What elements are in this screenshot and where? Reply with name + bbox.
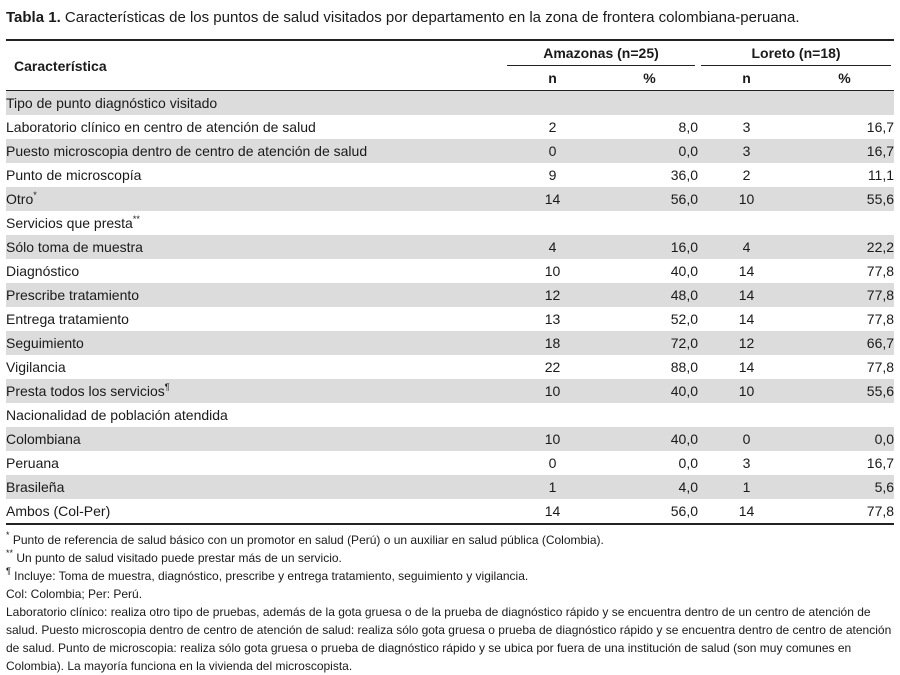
loreto-n-cell: 14 bbox=[738, 359, 755, 375]
table-row bbox=[6, 307, 894, 331]
amazonas-n-cell: 10 bbox=[544, 263, 561, 279]
loreto-n-cell: 2 bbox=[742, 167, 751, 183]
header-amazonas: Amazonas (n=25) bbox=[504, 40, 698, 66]
loreto-pct-cell: 77,8 bbox=[795, 283, 894, 307]
table-title bbox=[6, 9, 800, 26]
loreto-pct-cell: 16,7 bbox=[795, 139, 894, 163]
table-row bbox=[6, 139, 894, 163]
header-caracteristica: Característica bbox=[6, 40, 504, 91]
loreto-n-cell: 12 bbox=[698, 331, 795, 355]
amazonas-pct-cell: 72,0 bbox=[601, 331, 698, 355]
loreto-n-cell: 3 bbox=[742, 455, 751, 471]
amazonas-n-cell: 12 bbox=[504, 283, 601, 307]
table-row bbox=[6, 331, 894, 355]
row-label: Prescribe tratamiento bbox=[6, 283, 504, 307]
loreto-n-cell: 4 bbox=[698, 235, 795, 259]
footnote: * Punto de referencia de salud básico con un promotor en salud (Perú) o un auxiliar en salud pública (Colombia). bbox=[6, 530, 604, 547]
amazonas-pct-cell: 88,0 bbox=[670, 359, 699, 375]
footnotes bbox=[6, 531, 896, 675]
section-header-row bbox=[6, 403, 894, 427]
amazonas-n-cell: 10 bbox=[504, 379, 601, 403]
row-label: Otro* bbox=[6, 187, 504, 211]
loreto-pct-cell: 22,2 bbox=[795, 235, 894, 259]
amazonas-pct-cell: 56,0 bbox=[601, 187, 698, 211]
amazonas-pct-cell: 56,0 bbox=[601, 499, 698, 524]
loreto-pct-cell: 77,8 bbox=[866, 311, 895, 327]
loreto-pct-cell: 5,6 bbox=[795, 475, 894, 499]
amazonas-n-cell: 1 bbox=[504, 475, 601, 499]
loreto-pct-cell: 11,1 bbox=[867, 167, 895, 183]
loreto-pct-cell: 77,8 bbox=[866, 263, 895, 279]
loreto-n-cell: 10 bbox=[698, 187, 795, 211]
loreto-pct-cell: 55,6 bbox=[795, 379, 894, 403]
row-label: Colombiana bbox=[6, 427, 504, 451]
loreto-n-cell: 14 bbox=[738, 263, 755, 279]
row-label: Punto de microscopía bbox=[6, 167, 142, 183]
table-row bbox=[6, 259, 894, 283]
loreto-pct-cell: 77,8 bbox=[866, 359, 895, 375]
loreto-pct-cell: 0,0 bbox=[795, 427, 894, 451]
table-row bbox=[6, 379, 894, 403]
header-loreto-pct: % bbox=[795, 66, 894, 91]
table-row bbox=[6, 115, 894, 139]
amazonas-n-cell: 22 bbox=[544, 359, 561, 375]
loreto-n-cell: 10 bbox=[698, 379, 795, 403]
loreto-n-cell: 3 bbox=[698, 139, 795, 163]
amazonas-n-cell: 2 bbox=[548, 119, 557, 135]
table-caption: Características de los puntos de salud visitados por departamento en la zona de frontera colombiana-peruana. bbox=[60, 9, 800, 26]
table-body bbox=[6, 91, 894, 525]
header-loreto-n: n bbox=[698, 66, 795, 91]
table-row bbox=[6, 235, 894, 259]
loreto-n-cell: 1 bbox=[698, 475, 795, 499]
loreto-pct-cell: 77,8 bbox=[795, 499, 894, 524]
table-row bbox=[6, 451, 894, 475]
header-row-groups bbox=[6, 40, 894, 66]
amazonas-n-cell: 0 bbox=[548, 455, 557, 471]
characteristics-table bbox=[6, 39, 894, 525]
section-header-row bbox=[6, 91, 894, 116]
amazonas-pct-cell: 36,0 bbox=[670, 167, 699, 183]
footnote: Laboratorio clínico: realiza otro tipo de pruebas, además de la gota gruesa o de la prueba de diagnóstico rápido y se encuentra dentro de un centro de atención de salud. Puesto microscopia dentro de centro de atención de salud: realiza sólo gota gruesa o prueba de diagnóstico rápido y se encuentra dentro de centro de atención de salud. Punto de microscopia: realiza sólo gota gruesa o prueba de diagnóstico rápido y se ubica por fuera de una institución de salud (son muy comunes en Colombia). La mayoría funciona en la vivienda del microscopista. bbox=[6, 605, 892, 673]
table-row bbox=[6, 499, 894, 524]
amazonas-n-cell: 10 bbox=[504, 427, 601, 451]
amazonas-pct-cell: 40,0 bbox=[601, 427, 698, 451]
row-label: Entrega tratamiento bbox=[6, 311, 129, 327]
footnote: Col: Colombia; Per: Perú. bbox=[6, 587, 143, 601]
amazonas-n-cell: 0 bbox=[504, 139, 601, 163]
amazonas-pct-cell: 48,0 bbox=[601, 283, 698, 307]
amazonas-n-cell: 14 bbox=[504, 499, 601, 524]
section-label: Nacionalidad de población atendida bbox=[6, 407, 228, 423]
loreto-pct-cell: 55,6 bbox=[795, 187, 894, 211]
table-row bbox=[6, 163, 894, 187]
row-label: Laboratorio clínico en centro de atención de salud bbox=[6, 119, 316, 135]
section-label: Tipo de punto diagnóstico visitado bbox=[6, 91, 894, 116]
row-label: Presta todos los servicios¶ bbox=[6, 379, 504, 403]
amazonas-n-cell: 13 bbox=[544, 311, 561, 327]
section-label: Servicios que presta** bbox=[6, 214, 140, 231]
loreto-n-cell: 14 bbox=[738, 311, 755, 327]
loreto-pct-cell: 16,7 bbox=[866, 455, 895, 471]
row-label: Sólo toma de muestra bbox=[6, 235, 504, 259]
loreto-n-cell: 14 bbox=[698, 499, 795, 524]
amazonas-n-cell: 9 bbox=[548, 167, 557, 183]
loreto-pct-cell: 16,7 bbox=[866, 119, 895, 135]
row-label: Diagnóstico bbox=[6, 263, 80, 279]
amazonas-pct-cell: 8,0 bbox=[678, 119, 699, 135]
table-row bbox=[6, 475, 894, 499]
row-label: Vigilancia bbox=[6, 359, 66, 375]
amazonas-pct-cell: 4,0 bbox=[601, 475, 698, 499]
amazonas-n-cell: 18 bbox=[504, 331, 601, 355]
table-number: Tabla 1. bbox=[6, 9, 61, 26]
section-header-row bbox=[6, 211, 894, 235]
loreto-n-cell: 0 bbox=[698, 427, 795, 451]
row-label: Puesto microscopia dentro de centro de atención de salud bbox=[6, 139, 504, 163]
table-row bbox=[6, 427, 894, 451]
loreto-pct-cell: 66,7 bbox=[795, 331, 894, 355]
loreto-n-cell: 14 bbox=[698, 283, 795, 307]
row-label: Ambos (Col-Per) bbox=[6, 499, 504, 524]
amazonas-pct-cell: 40,0 bbox=[601, 379, 698, 403]
footnote: ** Un punto de salud visitado puede prestar más de un servicio. bbox=[6, 548, 342, 565]
table-row bbox=[6, 283, 894, 307]
row-label: Brasileña bbox=[6, 475, 504, 499]
amazonas-pct-cell: 0,0 bbox=[601, 139, 698, 163]
header-amazonas-pct: % bbox=[601, 66, 698, 91]
row-label: Seguimiento bbox=[6, 331, 504, 355]
row-label: Peruana bbox=[6, 455, 59, 471]
amazonas-pct-cell: 16,0 bbox=[601, 235, 698, 259]
header-amazonas-n: n bbox=[504, 66, 601, 91]
table-row bbox=[6, 187, 894, 211]
amazonas-pct-cell: 40,0 bbox=[670, 263, 699, 279]
table-row bbox=[6, 355, 894, 379]
footnote: ¶ Incluye: Toma de muestra, diagnóstico, prescribe y entrega tratamiento, seguimiento y vigilancia. bbox=[6, 566, 529, 583]
amazonas-n-cell: 4 bbox=[504, 235, 601, 259]
amazonas-n-cell: 14 bbox=[504, 187, 601, 211]
loreto-n-cell: 3 bbox=[742, 119, 751, 135]
amazonas-pct-cell: 52,0 bbox=[670, 311, 699, 327]
header-loreto: Loreto (n=18) bbox=[698, 40, 894, 66]
amazonas-pct-cell: 0,0 bbox=[678, 455, 699, 471]
